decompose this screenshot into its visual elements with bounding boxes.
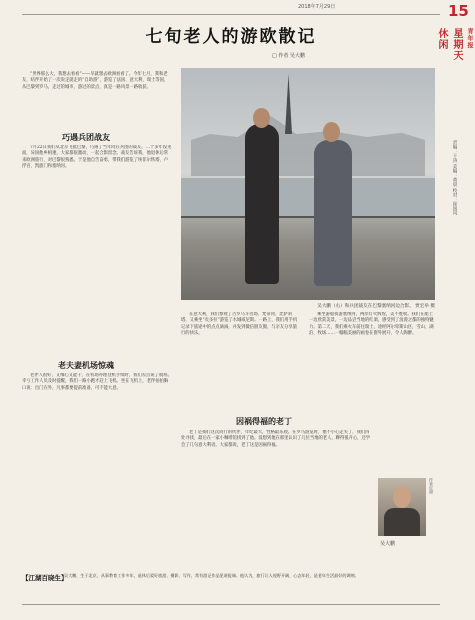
article-body-right: 乘坐游船夜游塞纳河，两岸灯火辉煌，美不胜收。我们在船上一边欣赏美景，一边品尝当地的红酒，感受到了浪漫之都的独特魅力。第二天，我们乘火车前往瑞士，途经阿尔卑斯山区，雪山、湖泊、牧场……一幅幅美丽的画卷在窗外展开，令人陶醉。 <box>309 312 434 337</box>
box-title: 【江湖百晓生】 <box>22 574 68 582</box>
portrait-body <box>384 508 420 536</box>
section-name: 休闲 <box>436 28 447 50</box>
main-photo <box>181 68 435 300</box>
photo-person-left <box>245 124 279 284</box>
weekday: 星期天 <box>451 28 462 61</box>
brand-name: 青年报 <box>466 28 473 49</box>
section-body-3: 老丁是我们这次同行的伙伴，年纪最大，性格最乐观。在罗马游览时，他不小心走失了，我们四处寻找，最后在一家小咖啡馆找到了他。没想到他在那里认识了几位当地的老人，聊得很开心，还学会了几句意大利语。大家都说，老丁这是因祸得福。 <box>181 430 371 448</box>
article-author: □ 作者 吴大鹏 <box>272 53 305 59</box>
author-photo-note: 作者近照 <box>429 478 434 494</box>
photo-person-right <box>314 140 352 286</box>
photo-spire <box>285 74 292 134</box>
section-heading-2: 老夫妻机场惊魂 <box>58 360 114 370</box>
article-intro: “世界那么大，我想去看看”——早就想去欧洲看看了。今年七月，我和老友，结伴开始了一次说走就走的“自助游”，游览了法国、意大利、瑞士等国，从巴黎到罗马，走过的城市，游过的景点，真是一路风景一路收获。 <box>22 72 169 90</box>
photo-railing <box>181 216 435 218</box>
issue-date: 2018年7月29日 <box>298 4 336 10</box>
author-portrait <box>378 478 426 536</box>
portrait-face <box>393 486 411 508</box>
section-masthead <box>436 28 475 61</box>
photo-caption: 吴大鹏（右）和兵团战友在巴黎塞纳河边合影。 贾宏举 摄 <box>317 304 435 309</box>
section-heading-3: 因祸得福的老丁 <box>236 416 292 426</box>
photo-person-right-head <box>323 122 340 142</box>
box-text: 吴大鹏，生于北京，从事教育工作多年，退休后爱好旅游、摄影、写作，常有游记作品见诸报端。他认为，旅行让人视野开阔、心态年轻，是老年生活最好的调剂。 <box>64 573 359 578</box>
page-number: 15 <box>448 2 469 20</box>
photo-person-left-head <box>253 108 270 128</box>
author-photo-name: 吴大鹏 <box>380 541 396 547</box>
editors-credit: 责编：于涛 美编：黄晨 校对：崔国风 <box>452 140 457 215</box>
photo-buildings <box>191 116 425 176</box>
footer-rule <box>22 604 440 605</box>
header-rule <box>22 14 440 15</box>
section-body-1: 7月22日我们从北京飞抵巴黎，巧遇了当年同在兵团的战友。二十多年没见面，异国他乡相逢，大家都很激动，一起合影留念。战友告诉我，他退休后常来欧洲旅行，对巴黎很熟悉。于是他自告奋勇，带我们游览了埃菲尔铁塔、卢浮宫、凯旋门和塞纳河。 <box>22 145 172 170</box>
article-body-middle: 在意大利，我们参观了古罗马斗兽场、梵蒂冈、比萨斜塔，又乘坐“贡多拉”游览了水城威尼斯。一路上，我们用手机记录下旅途中的点点滴滴，并发到微信朋友圈，与亲友分享旅行的快乐。 <box>181 312 298 337</box>
photo-river <box>181 178 435 218</box>
section-body-2: 老伴人很好，又细心又能干，在机场办理登机手续时，我们差点误了航班。幸亏工作人员及时提醒，我们一路小跑才赶上飞机。坐在飞机上，老伴拍拍胸口说：出门在外，凡事都要提前准备，可不能大意。 <box>22 373 172 391</box>
article-title: 七旬老人的游欧散记 <box>145 27 317 47</box>
section-heading-1: 巧遇兵团战友 <box>62 132 110 142</box>
